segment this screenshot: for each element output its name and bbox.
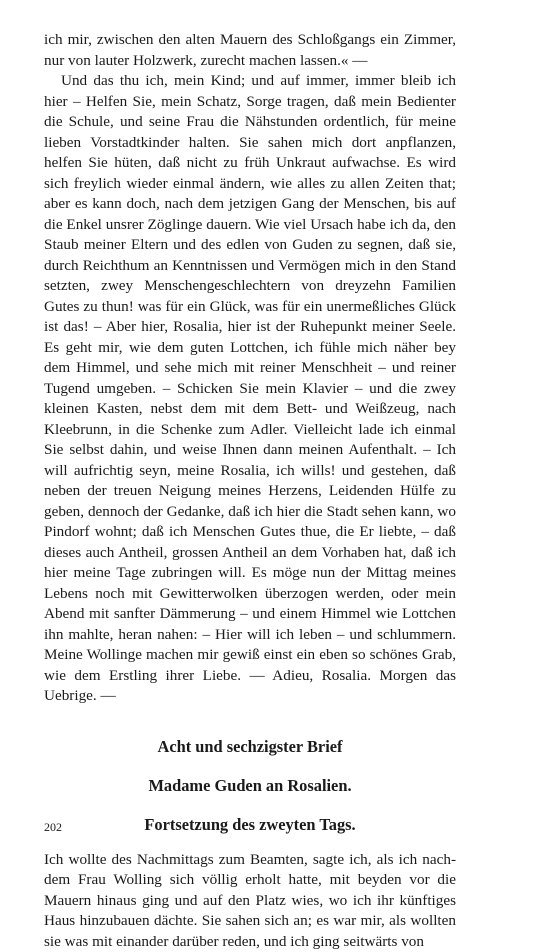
letter-subtitle: Fortsetzung des zweyten Tags.: [44, 815, 456, 835]
paragraph-new-letter: Ich wollte des Nachmittags zum Beamten, sagte ich, als ich nachdem Frau Wolling sich völlig erholt hatte, mit beyden vor die Mauern hinaus ging und auf den Platz wies, wo ich ihr künftiges Haus hinzubauen dächte. Sie sahen sich an; es war mir, als wollten sie was mit einander darüber reden, und ich ging seitwärts von: [44, 850, 456, 952]
paragraph-letter-body: Und das thu ich, mein Kind; und auf immer, immer bleib ich hier – Helfen Sie, mein Schatz, Sorge tragen, daß mein Bedienter die Schule, und seine Frau die Nähstunden ordentlich, für meine lieben Vorstadtkinder halten. Sie sahen mich dort anpflanzen, helfen Sie hüten, daß nicht zu früh Unkraut aufwachse. Es wird sich freylich wieder einmal ändern, wie alles zu allen Zeiten that; aber es kann doch, nach dem jetzigen Gang der Menschen, bis auf die Enkel unsrer Zöglinge dauern. Wie viel Ursach habe ich da, den Staub meiner Eltern und des edlen von Guden zu segnen, daß sie, durch Reichthum an Kenntnissen und Vermögen mich in den Stand setzten, zwey Menschengeschlechtern von dreyzehn Familien Gutes zu thun! was für ein Glück, was für ein unermeßliches Glück ist das! – Aber hier, Rosalia, hier ist der Ruhepunkt meiner Seele. Es geht mir, wie dem guten Lottchen, ich fühle mich näher bey dem Himmel, und sehe mich mit reiner Menschheit – und reiner Tugend umgeben. – Schicken Sie mein Klavier – und die zwey kleinen Kasten, nebst dem mit dem Bett- und Weißzeug, nach Kleebrunn, in die Schenke zum Adler. Vielleicht lade ich einmal Sie selbst dahin, und weise Ihnen dann meinen Aufenthalt. – Ich will aufrichtig seyn, meine Rosalia, ich wills! und gestehen, daß neben der treuen Neigung meines Herzens, Leidenden Hülfe zu geben, dennoch der Gedanke, daß ich hier die Stadt sehen kann, wo Pindorf wohnt; daß ich Menschen Gutes thue, die Er liebte, – daß dieses auch Antheil, grossen Antheil an dem Vorhaben hat, daß ich hier meine Tage zubringen will. Es möge nun der Mittag meines Lebens noch mit Gewitterwolken überzogen werden, oder mein Abend mit sanfter Dämmerung – und einem Himmel wie Lottchen ihn mahlte, heran nahen: – Hier will ich leben – und schlummern. Meine Wollinge machen mir gewiß einst ein eben so schönes Grab, wie dem Erstling ihrer Liebe. –– Adieu, Rosalia. Morgen das Uebrige. ––: [44, 71, 456, 707]
letter-title: Acht und sechzigster Brief: [44, 737, 456, 757]
page-number: 202: [44, 820, 62, 834]
page-body: [44, 30, 456, 952]
paragraph-continued: ich mir, zwischen den alten Mauern des Schloßgangs ein Zimmer, nur von lauter Holzwerk, zurecht machen lassen.« ––: [44, 30, 456, 71]
letter-address: Madame Guden an Rosalien.: [44, 776, 456, 796]
